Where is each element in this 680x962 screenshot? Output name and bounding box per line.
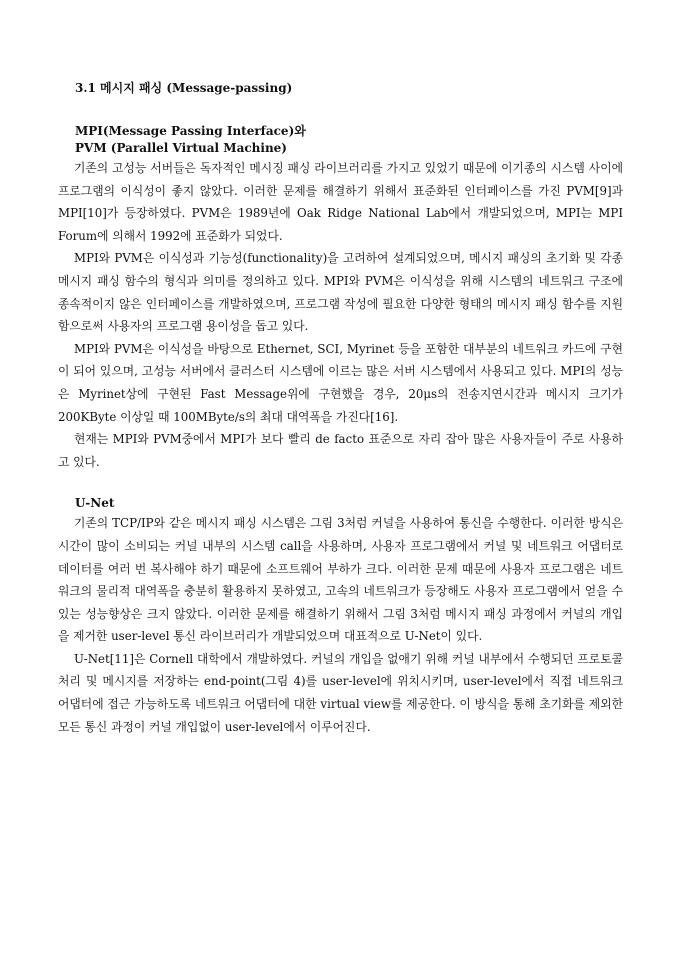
section-title: 3.1 메시지 패싱 (Message-passing) (75, 81, 293, 95)
mpi-heading-line2: PVM (Parallel Virtual Machine) (75, 141, 287, 155)
mpi-paragraph: 기존의 고성능 서버들은 독자적인 메시징 패싱 라이브러리를 가지고 있었기 때문에 이기종의 시스템 사이에 프로그램의 이식성이 좋지 않았다. 이러한 문제를 해결하기 위해서 표준화된 인터페이스를 가진 PVM[9]과 MPI[10]가 등장하였다. PVM은 1989년에 Oak Ridge National Lab에서 개발되었으며, MPI는 MPI Forum에 의해서 1992에 표준화가 되었다. (58, 161, 623, 243)
mpi-paragraph: 현재는 MPI와 PVM중에서 MPI가 보다 빨리 de facto 표준으로 자리 잡아 많은 사용자들이 주로 사용하고 있다. (58, 432, 623, 469)
document-page (58, 80, 623, 738)
mpi-paragraph: MPI와 PVM은 이식성과 기능성(functionality)을 고려하여 설계되었으며, 메시지 패싱의 초기화 및 각종 메시지 패싱 함수의 형식과 의미를 정의하고 있다. MPI와 PVM은 이식성을 위해 시스템의 네트워크 구조에 종속적이지 않은 인터페이스를 개발하였으며, 프로그램 작성에 필요한 다양한 형태의 메시지 패싱 함수를 지원함으로써 사용자의 프로그램 용이성을 돕고 있다. (58, 251, 623, 334)
unet-paragraph: 기존의 TCP/IP와 같은 메시지 패싱 시스템은 그림 3처럼 커널을 사용하여 통신을 수행한다. 이러한 방식은 시간이 많이 소비되는 커널 내부의 시스템 call을 사용하며, 사용자 프로그램에서 커널 및 네트워크 어댑터로 데이터를 여러 번 복사해야 하기 때문에 소프트웨어 부하가 크다. 이러한 문제 때문에 사용자 프로그램은 네트워크의 물리적 대역폭을 충분히 활용하지 못하였고, 고속의 네트워크가 등장해도 사용자 프로그램에서 얻을 수 있는 성능향상은 크지 않았다. 이러한 문제를 해결하기 위해서 그림 3처럼 메시지 패싱 과정에서 커널의 개입을 제거한 user-level 통신 라이브러리가 개발되었으며 대표적으로 U-Net이 있다. (58, 516, 623, 644)
unet-heading: U-Net (75, 496, 115, 511)
mpi-heading-line1: MPI(Message Passing Interface)와 (75, 124, 306, 138)
section-gap (58, 473, 623, 495)
unet-paragraph: U-Net[11]은 Cornell 대학에서 개발하였다. 커널의 개입을 없애기 위해 커널 내부에서 수행되던 프로토콜 처리 및 메시지를 저장하는 end-point(그림 4)를 user-level에 위치시키며, user-level에서 직접 네트워크 어댑터에 접근 가능하도록 네트워크 어댑터에 대한 virtual view를 제공한다. 이 방식을 통해 초기화를 제외한 모든 통신 과정이 커널 개입없이 user-level에서 이루어진다. (58, 651, 623, 734)
mpi-paragraph: MPI와 PVM은 이식성을 바탕으로 Ethernet, SCI, Myrinet 등을 포함한 대부분의 네트워크 카드에 구현이 되어 있으며, 고성능 서버에서 클러스터 시스템에 이르는 많은 서버 시스템에서 사용되고 있다. MPI의 성능은 Myrinet상에 구현된 Fast Message위에 구현했을 경우, 20μs의 전송지연시간과 메시지 크기가 200KByte 이상일 때 100MByte/s의 최대 대역폭을 가진다[16]. (58, 341, 623, 424)
